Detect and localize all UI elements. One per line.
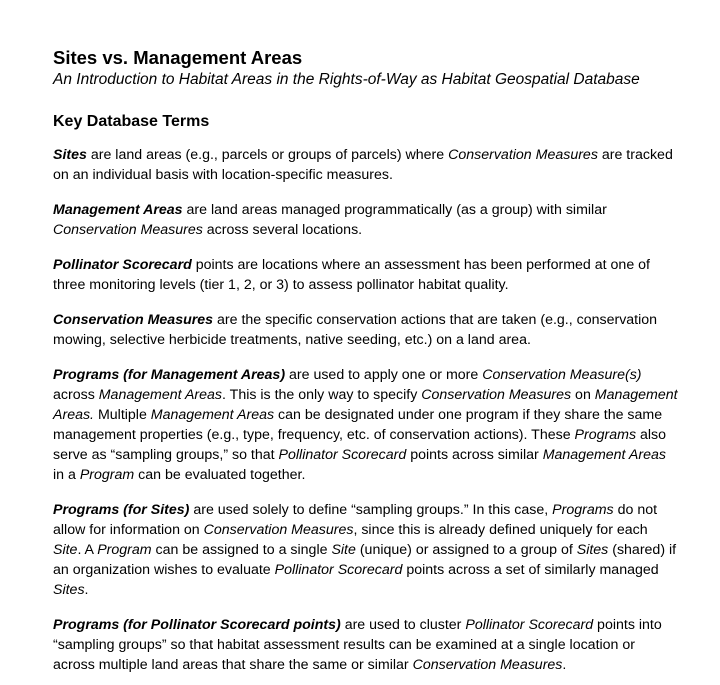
term-reference: Program bbox=[79, 467, 135, 483]
term-text: . This is the only way to specify bbox=[222, 387, 422, 403]
term-text: are land areas (e.g., parcels or groups of parcels) where bbox=[86, 147, 449, 163]
term-text: do not allow for information on bbox=[53, 502, 658, 538]
term-text: can be evaluated together. bbox=[134, 467, 306, 483]
term-text: across bbox=[53, 387, 99, 403]
term-reference: Conservation Measures bbox=[412, 657, 563, 673]
term-paragraph bbox=[53, 200, 678, 240]
terms-list bbox=[53, 145, 680, 675]
term-text: Multiple bbox=[94, 407, 151, 423]
term-text: . bbox=[562, 657, 567, 673]
term-name: Sites bbox=[53, 147, 87, 163]
term-name: Programs (for Sites) bbox=[53, 502, 190, 518]
term-reference: Conservation Measures bbox=[448, 147, 598, 163]
page-title: Sites vs. Management Areas bbox=[53, 47, 303, 68]
term-text: points into “sampling groups” so that habitat assessment results can be examined at a single location or across multiple land areas that share the same or similar bbox=[53, 617, 662, 673]
term-text: points across a set of similarly managed bbox=[402, 562, 659, 578]
term-name: Programs (for Pollinator Scorecard points) bbox=[53, 617, 341, 633]
term-name: Programs (for Management Areas) bbox=[53, 367, 286, 383]
term-reference: Pollinator Scorecard bbox=[278, 447, 407, 463]
term-text: , since this is already defined uniquely for each bbox=[353, 522, 648, 538]
term-paragraph bbox=[53, 145, 678, 185]
term-name: Pollinator Scorecard bbox=[53, 257, 192, 273]
term-reference: Management Areas bbox=[150, 407, 275, 423]
term-text: on bbox=[571, 387, 595, 403]
term-reference: Pollinator Scorecard bbox=[274, 562, 403, 578]
term-text: can be designated under one program if they share the same management properties (e.g., type, frequency, etc. of conservation actions). These bbox=[53, 407, 663, 443]
term-reference: Program bbox=[97, 542, 152, 558]
page-subtitle: An Introduction to Habitat Areas in the Rights-of-Way as Habitat Geospatial Database bbox=[53, 71, 640, 88]
term-reference: Site bbox=[53, 542, 78, 558]
term-reference: Conservation Measures bbox=[421, 387, 572, 403]
term-reference: Management Areas bbox=[98, 387, 223, 403]
term-name: Management Areas bbox=[53, 202, 183, 218]
term-text: are the specific conservation actions that are taken (e.g., conservation mowing, selective herbicide treatments, native seeding, etc.) on a land area. bbox=[53, 312, 658, 348]
term-reference: Programs bbox=[574, 427, 637, 443]
term-text: are used to cluster bbox=[340, 617, 466, 633]
term-reference: Sites bbox=[53, 582, 85, 598]
term-text: are tracked on an individual basis with location-specific measures. bbox=[53, 147, 673, 183]
term-text: (unique) or assigned to a group of bbox=[355, 542, 577, 558]
term-text: . A bbox=[77, 542, 98, 558]
term-text: . bbox=[84, 582, 89, 598]
term-reference: Management Areas bbox=[542, 447, 666, 463]
term-text: points are locations where an assessment has been performed at one of three monitoring levels (tier 1, 2, or 3) to assess pollinator habitat quality. bbox=[53, 257, 650, 293]
term-paragraph bbox=[53, 310, 678, 350]
term-reference: Management Areas. bbox=[53, 387, 678, 423]
section-heading: Key Database Terms bbox=[53, 113, 210, 130]
term-paragraph bbox=[53, 500, 678, 600]
term-text: points across similar bbox=[406, 447, 543, 463]
term-text: are used to apply one or more bbox=[285, 367, 483, 383]
term-name: Conservation Measures bbox=[53, 312, 214, 328]
term-text: across several locations. bbox=[202, 222, 363, 238]
term-paragraph bbox=[53, 615, 678, 675]
term-text: in a bbox=[53, 467, 80, 483]
term-text: are land areas managed programmatically (as a group) with similar bbox=[182, 202, 607, 218]
term-reference: Conservation Measure(s) bbox=[482, 367, 642, 383]
term-text: (shared) if an organization wishes to evaluate bbox=[53, 542, 677, 578]
term-reference: Sites bbox=[576, 542, 609, 558]
term-paragraph bbox=[53, 365, 678, 485]
term-reference: Programs bbox=[552, 502, 614, 518]
term-text: also serve as “sampling groups,” so that bbox=[53, 427, 667, 463]
term-reference: Conservation Measures bbox=[203, 522, 354, 538]
term-text: are used solely to define “sampling groups.” In this case, bbox=[189, 502, 553, 518]
term-reference: Pollinator Scorecard bbox=[465, 617, 594, 633]
term-paragraph bbox=[53, 255, 678, 295]
term-reference: Site bbox=[331, 542, 356, 558]
term-text: can be assigned to a single bbox=[151, 542, 332, 558]
term-reference: Conservation Measures bbox=[53, 222, 203, 238]
